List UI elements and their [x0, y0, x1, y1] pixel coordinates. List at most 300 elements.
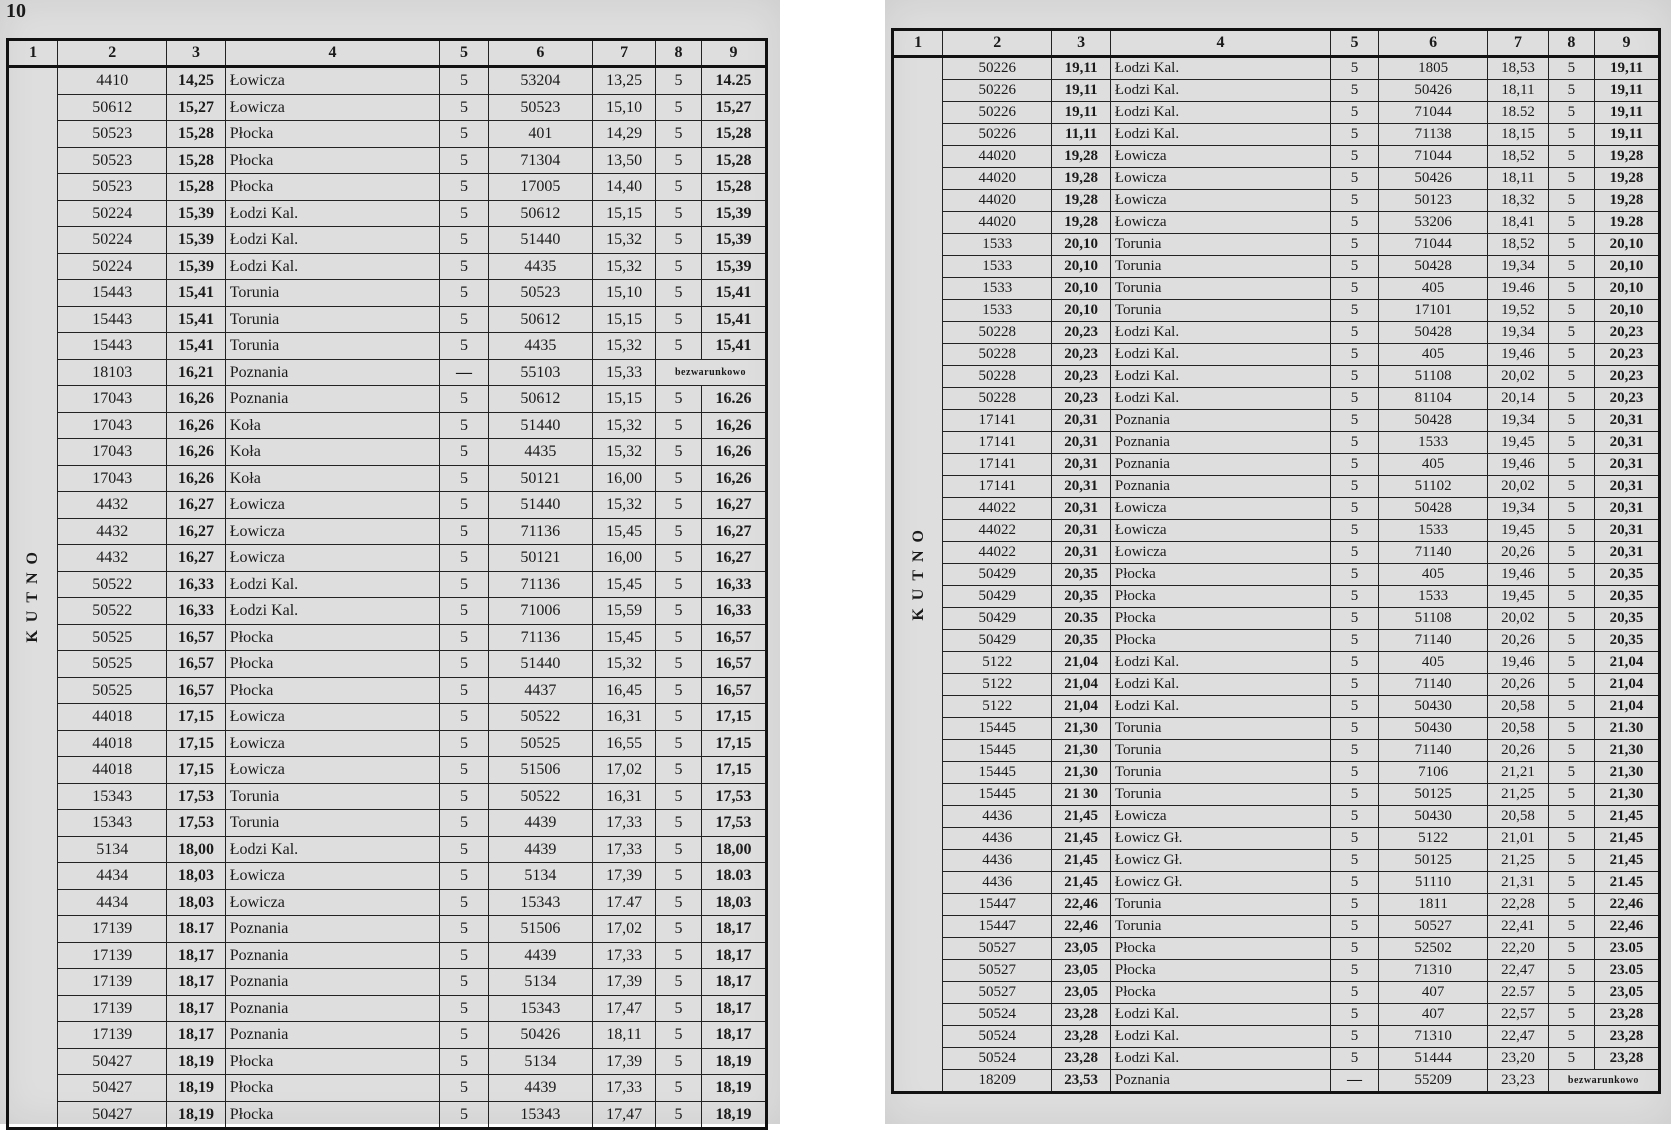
table-row	[8, 889, 767, 916]
transfer-minutes: 5	[1330, 542, 1378, 564]
arrival-time: 16,57	[167, 624, 226, 651]
departure-time: 17,15	[702, 757, 767, 784]
train-number: 50228	[943, 366, 1052, 388]
arrival-time: 23,05	[1052, 982, 1111, 1004]
train-number: 17043	[58, 439, 167, 466]
train-number: 50527	[943, 938, 1052, 960]
table-row	[8, 386, 767, 413]
connecting-time: 15,15	[593, 306, 656, 333]
table-row	[8, 942, 767, 969]
connecting-time: 17,02	[593, 757, 656, 784]
train-number: 50228	[943, 388, 1052, 410]
train-number: 15443	[58, 280, 167, 307]
train-number: 15447	[943, 894, 1052, 916]
transfer-minutes: 5	[1330, 366, 1378, 388]
connecting-train: 17005	[488, 174, 593, 201]
connecting-time: 19,45	[1488, 586, 1549, 608]
arrival-time: 23,05	[1052, 938, 1111, 960]
connecting-time: 13,25	[593, 67, 656, 95]
table-row	[893, 806, 1660, 828]
transfer-minutes: 5	[440, 757, 488, 784]
connecting-train: 401	[488, 121, 593, 148]
arrival-time: 15,41	[167, 306, 226, 333]
arrival-time: 21,30	[1052, 740, 1111, 762]
minutes: 5	[1548, 740, 1594, 762]
minutes: 5	[1548, 234, 1594, 256]
minutes: 5	[1548, 476, 1594, 498]
departure-time: 23,28	[1594, 1026, 1659, 1048]
departure-time: 16,27	[702, 492, 767, 519]
transfer-minutes: 5	[1330, 740, 1378, 762]
table-row	[8, 200, 767, 227]
connecting-train: 71140	[1379, 740, 1488, 762]
train-number: 1533	[943, 234, 1052, 256]
departure-time: 16,27	[702, 518, 767, 545]
connecting-time: 15,10	[593, 94, 656, 121]
table-row	[893, 652, 1660, 674]
arrival-time: 20,31	[1052, 520, 1111, 542]
arrival-time: 14,25	[167, 67, 226, 95]
arrival-time: 20,31	[1052, 432, 1111, 454]
transfer-minutes: 5	[1330, 124, 1378, 146]
table-row	[8, 333, 767, 360]
departure-time: 18,03	[702, 889, 767, 916]
transfer-minutes: 5	[1330, 652, 1378, 674]
direction: Płocka	[1110, 982, 1330, 1004]
departure-time: 20,31	[1594, 542, 1659, 564]
header-row	[8, 40, 767, 67]
table-row	[8, 624, 767, 651]
transfer-minutes: 5	[440, 598, 488, 625]
minutes: 5	[656, 969, 702, 996]
table-row	[8, 757, 767, 784]
arrival-time: 16,26	[167, 386, 226, 413]
minutes: 5	[656, 200, 702, 227]
connecting-time: 19,45	[1488, 432, 1549, 454]
connecting-time: 20,26	[1488, 542, 1549, 564]
minutes: 5	[656, 227, 702, 254]
transfer-minutes: 5	[1330, 784, 1378, 806]
direction: Łowicza	[1110, 190, 1330, 212]
transfer-minutes: 5	[440, 174, 488, 201]
direction: Łodzi Kal.	[225, 571, 440, 598]
minutes: 5	[656, 730, 702, 757]
column-header-4: 4	[1110, 30, 1330, 57]
table-row	[893, 432, 1660, 454]
connecting-train: 55103	[488, 359, 593, 386]
minutes: 5	[656, 280, 702, 307]
arrival-time: 20,10	[1052, 234, 1111, 256]
arrival-time: 23,28	[1052, 1004, 1111, 1026]
minutes: 5	[1548, 850, 1594, 872]
arrival-time: 20,10	[1052, 278, 1111, 300]
direction: Łodzi Kal.	[225, 253, 440, 280]
departure-time: 18,17	[702, 942, 767, 969]
connecting-time: 20,26	[1488, 740, 1549, 762]
train-number: 44020	[943, 146, 1052, 168]
transfer-minutes: —	[440, 359, 488, 386]
departure-time: 19,28	[1594, 190, 1659, 212]
left-page	[0, 0, 780, 1124]
transfer-minutes: 5	[1330, 828, 1378, 850]
arrival-time: 20,23	[1052, 366, 1111, 388]
departure-time: 16.26	[702, 386, 767, 413]
minutes: 5	[656, 518, 702, 545]
table-row	[893, 674, 1660, 696]
connecting-time: 15,32	[593, 439, 656, 466]
transfer-minutes: 5	[1330, 168, 1378, 190]
train-number: 15447	[943, 916, 1052, 938]
arrival-time: 16,26	[167, 412, 226, 439]
minutes: 5	[1548, 1026, 1594, 1048]
direction: Łodzi Kal.	[1110, 1004, 1330, 1026]
direction: Łowicz Gł.	[1110, 850, 1330, 872]
transfer-minutes: 5	[440, 704, 488, 731]
connecting-time: 18,11	[1488, 168, 1549, 190]
minutes: 5	[1548, 146, 1594, 168]
connecting-train: 51440	[488, 412, 593, 439]
connecting-time: 15,10	[593, 280, 656, 307]
transfer-minutes: 5	[1330, 234, 1378, 256]
minutes: 5	[656, 783, 702, 810]
table-row	[893, 564, 1660, 586]
connecting-time: 15,45	[593, 624, 656, 651]
transfer-minutes: 5	[1330, 146, 1378, 168]
transfer-minutes: 5	[440, 465, 488, 492]
connecting-train: 71136	[488, 518, 593, 545]
connecting-time: 17.47	[593, 889, 656, 916]
transfer-minutes: 5	[1330, 57, 1378, 80]
arrival-time: 20,35	[1052, 630, 1111, 652]
table-row	[8, 810, 767, 837]
departure-time: 15,28	[702, 147, 767, 174]
minutes: 5	[1548, 1004, 1594, 1026]
table-row	[8, 677, 767, 704]
connecting-train: 405	[1379, 344, 1488, 366]
train-number: 17139	[58, 995, 167, 1022]
train-number: 5122	[943, 674, 1052, 696]
train-number: 44020	[943, 190, 1052, 212]
train-number: 15443	[58, 333, 167, 360]
minutes: 5	[1548, 630, 1594, 652]
transfer-minutes: 5	[440, 571, 488, 598]
minutes: 5	[656, 439, 702, 466]
connecting-train: 50430	[1379, 718, 1488, 740]
direction: Płocka	[1110, 938, 1330, 960]
direction: Torunia	[225, 333, 440, 360]
minutes: 5	[656, 836, 702, 863]
connecting-time: 15,33	[593, 359, 656, 386]
departure-time: 18,17	[702, 1022, 767, 1049]
connecting-train: 71140	[1379, 674, 1488, 696]
transfer-minutes: 5	[1330, 586, 1378, 608]
connecting-time: 17,39	[593, 969, 656, 996]
direction: Łodzi Kal.	[1110, 102, 1330, 124]
connecting-train: 50430	[1379, 806, 1488, 828]
direction: Łowicz Gł.	[1110, 828, 1330, 850]
connecting-time: 17,39	[593, 1048, 656, 1075]
column-header-5: 5	[1330, 30, 1378, 57]
minutes: 5	[1548, 828, 1594, 850]
direction: Torunia	[1110, 762, 1330, 784]
connecting-time: 19,34	[1488, 256, 1549, 278]
minutes: 5	[1548, 674, 1594, 696]
connecting-train: 50612	[488, 200, 593, 227]
direction: Płocka	[225, 677, 440, 704]
train-number: 18103	[58, 359, 167, 386]
arrival-time: 15,39	[167, 200, 226, 227]
table-row	[8, 836, 767, 863]
connecting-time: 21,25	[1488, 850, 1549, 872]
train-number: 15445	[943, 762, 1052, 784]
transfer-minutes: 5	[1330, 190, 1378, 212]
connecting-train: 50430	[1379, 696, 1488, 718]
column-header-9: 9	[702, 40, 767, 67]
direction: Łowicza	[225, 545, 440, 572]
arrival-time: 15,41	[167, 280, 226, 307]
table-row	[893, 80, 1660, 102]
transfer-minutes: 5	[440, 280, 488, 307]
departure-time: 18,19	[702, 1075, 767, 1102]
connecting-train: 15343	[488, 889, 593, 916]
train-number: 50429	[943, 564, 1052, 586]
arrival-time: 18,17	[167, 1022, 226, 1049]
connecting-time: 18,52	[1488, 234, 1549, 256]
departure-time: 14.25	[702, 67, 767, 95]
arrival-time: 17,15	[167, 704, 226, 731]
transfer-minutes: 5	[1330, 1004, 1378, 1026]
connecting-train: 55209	[1379, 1070, 1488, 1093]
direction: Łodzi Kal.	[1110, 652, 1330, 674]
connecting-train: 51108	[1379, 366, 1488, 388]
departure-time: 20,10	[1594, 234, 1659, 256]
minutes: 5	[1548, 388, 1594, 410]
connecting-time: 20,26	[1488, 630, 1549, 652]
connecting-train: 50428	[1379, 498, 1488, 520]
connecting-time: 20,58	[1488, 806, 1549, 828]
direction: Koła	[225, 439, 440, 466]
page-number: 10	[6, 0, 26, 22]
table-row	[893, 916, 1660, 938]
train-number: 15343	[58, 810, 167, 837]
transfer-minutes: 5	[440, 492, 488, 519]
arrival-time: 16,27	[167, 545, 226, 572]
connecting-time: 16,00	[593, 465, 656, 492]
direction: Torunia	[225, 810, 440, 837]
minutes: 5	[656, 545, 702, 572]
table-row	[893, 982, 1660, 1004]
table-row	[893, 234, 1660, 256]
minutes: 5	[1548, 410, 1594, 432]
departure-time: 16,57	[702, 677, 767, 704]
table-row	[893, 586, 1660, 608]
train-number: 17141	[943, 432, 1052, 454]
connecting-time: 19,46	[1488, 454, 1549, 476]
direction: Torunia	[1110, 740, 1330, 762]
minutes: 5	[1548, 696, 1594, 718]
departure-time: 20,35	[1594, 586, 1659, 608]
arrival-time: 21 30	[1052, 784, 1111, 806]
direction: Płocka	[1110, 564, 1330, 586]
train-number: 50226	[943, 102, 1052, 124]
departure-time: 20,23	[1594, 344, 1659, 366]
direction: Łowicz Gł.	[1110, 872, 1330, 894]
connecting-train: 51440	[488, 227, 593, 254]
train-number: 15343	[58, 783, 167, 810]
direction: Łodzi Kal.	[1110, 388, 1330, 410]
train-number: 50224	[58, 227, 167, 254]
minutes: 5	[1548, 1048, 1594, 1070]
connecting-train: 4435	[488, 333, 593, 360]
minutes: 5	[1548, 938, 1594, 960]
transfer-minutes: 5	[440, 94, 488, 121]
train-number: 4432	[58, 492, 167, 519]
table-row	[893, 608, 1660, 630]
train-number: 4410	[58, 67, 167, 95]
departure-time: 19,11	[1594, 124, 1659, 146]
direction: Poznania	[1110, 410, 1330, 432]
connecting-train: 71304	[488, 147, 593, 174]
departure-time: 16,27	[702, 545, 767, 572]
direction: Płocka	[1110, 586, 1330, 608]
direction: Poznania	[1110, 476, 1330, 498]
connecting-time: 19,46	[1488, 344, 1549, 366]
departure-time: 20,31	[1594, 476, 1659, 498]
minutes: 5	[656, 810, 702, 837]
direction: Poznania	[1110, 454, 1330, 476]
direction: Łodzi Kal.	[1110, 344, 1330, 366]
connecting-train: 407	[1379, 1004, 1488, 1026]
table-row	[8, 121, 767, 148]
connecting-train: 1805	[1379, 57, 1488, 80]
arrival-time: 22,46	[1052, 916, 1111, 938]
minutes: 5	[1548, 894, 1594, 916]
arrival-time: 17,53	[167, 810, 226, 837]
transfer-minutes: 5	[440, 518, 488, 545]
arrival-time: 17,15	[167, 730, 226, 757]
connecting-time: 20,02	[1488, 476, 1549, 498]
transfer-minutes: 5	[1330, 212, 1378, 234]
arrival-time: 19,28	[1052, 190, 1111, 212]
transfer-minutes: 5	[1330, 696, 1378, 718]
connecting-train: 1811	[1379, 894, 1488, 916]
connecting-train: 50612	[488, 386, 593, 413]
arrival-time: 15,39	[167, 227, 226, 254]
connecting-time: 20,58	[1488, 696, 1549, 718]
table-row	[893, 542, 1660, 564]
direction: Poznania	[225, 916, 440, 943]
direction: Poznania	[225, 995, 440, 1022]
connecting-train: 50523	[488, 280, 593, 307]
connecting-train: 51108	[1379, 608, 1488, 630]
transfer-minutes: 5	[440, 863, 488, 890]
departure-time: 23.05	[1594, 938, 1659, 960]
minutes: 5	[656, 651, 702, 678]
train-number: 17141	[943, 454, 1052, 476]
column-header-8: 8	[1548, 30, 1594, 57]
departure-time: 20,23	[1594, 366, 1659, 388]
arrival-time: 20,31	[1052, 454, 1111, 476]
departure-time: 21,30	[1594, 784, 1659, 806]
direction: Płocka	[225, 1048, 440, 1075]
column-header-8: 8	[656, 40, 702, 67]
station-name	[893, 57, 943, 1093]
table-row	[893, 344, 1660, 366]
train-number: 50522	[58, 571, 167, 598]
station-label: KUTNO	[909, 521, 927, 621]
direction: Łowicza	[1110, 168, 1330, 190]
transfer-minutes: 5	[440, 121, 488, 148]
minutes: 5	[1548, 498, 1594, 520]
connecting-time: 17,33	[593, 836, 656, 863]
direction: Płocka	[225, 624, 440, 651]
table-row	[8, 174, 767, 201]
direction: Łodzi Kal.	[1110, 696, 1330, 718]
arrival-time: 21,04	[1052, 696, 1111, 718]
table-row	[8, 545, 767, 572]
minutes: 5	[1548, 168, 1594, 190]
train-number: 50527	[943, 960, 1052, 982]
connecting-train: 4439	[488, 810, 593, 837]
connecting-time: 16,55	[593, 730, 656, 757]
direction: Poznania	[225, 386, 440, 413]
arrival-time: 16,26	[167, 439, 226, 466]
departure-time: 21,30	[1594, 762, 1659, 784]
table-row	[893, 718, 1660, 740]
transfer-minutes: 5	[440, 810, 488, 837]
column-header-1: 1	[8, 40, 58, 67]
departure-time: 15,27	[702, 94, 767, 121]
train-number: 4432	[58, 545, 167, 572]
direction: Łodzi Kal.	[1110, 1026, 1330, 1048]
departure-time: 23,05	[1594, 982, 1659, 1004]
table-row	[8, 598, 767, 625]
minutes: 5	[656, 94, 702, 121]
column-header-2: 2	[943, 30, 1052, 57]
connecting-train: 50428	[1379, 410, 1488, 432]
arrival-time: 20,31	[1052, 476, 1111, 498]
direction: Koła	[225, 465, 440, 492]
minutes: 5	[656, 704, 702, 731]
direction: Torunia	[1110, 718, 1330, 740]
table-row	[893, 630, 1660, 652]
minutes: 5	[1548, 57, 1594, 80]
left-timetable	[6, 38, 768, 1130]
direction: Łowicza	[1110, 806, 1330, 828]
connecting-train: 15343	[488, 995, 593, 1022]
direction: Łodzi Kal.	[1110, 1048, 1330, 1070]
departure-time: 20,35	[1594, 630, 1659, 652]
departure-time: 15,39	[702, 253, 767, 280]
table-row	[8, 253, 767, 280]
connecting-train: 51444	[1379, 1048, 1488, 1070]
departure-time: 15,39	[702, 227, 767, 254]
transfer-minutes: 5	[440, 651, 488, 678]
minutes: 5	[656, 677, 702, 704]
departure-time: 20,31	[1594, 454, 1659, 476]
departure-time: 15,41	[702, 306, 767, 333]
direction: Płocka	[225, 174, 440, 201]
table-row	[893, 1048, 1660, 1070]
transfer-minutes: 5	[1330, 520, 1378, 542]
train-number: 15445	[943, 718, 1052, 740]
transfer-minutes: 5	[440, 1101, 488, 1129]
connecting-time: 19.46	[1488, 278, 1549, 300]
direction: Łowicza	[225, 518, 440, 545]
table-row	[8, 651, 767, 678]
connecting-train: 405	[1379, 652, 1488, 674]
arrival-time: 16,57	[167, 677, 226, 704]
